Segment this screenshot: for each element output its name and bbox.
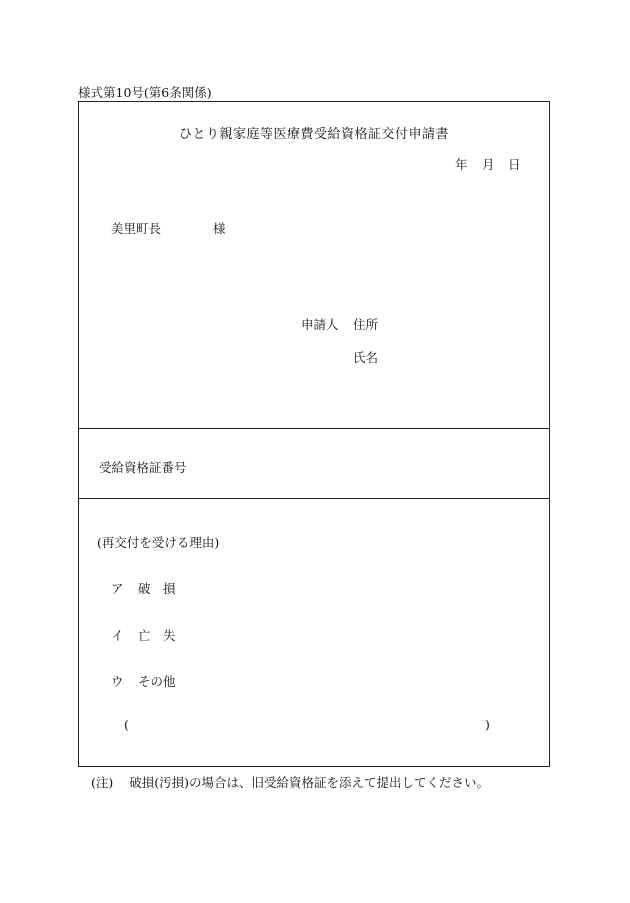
other-reason-close-paren: )	[485, 717, 490, 732]
reason-option-mark: イ	[111, 628, 124, 643]
footnote	[91, 773, 489, 791]
footnote-label: (注)	[91, 775, 114, 790]
reason-option-mark: ウ	[111, 674, 124, 689]
addressee-name: 美里町長	[111, 221, 162, 236]
form-number: 様式第10号(第6条関係)	[78, 85, 212, 100]
application-form-frame	[78, 101, 550, 767]
reason-option-label: 破 損	[138, 581, 176, 596]
reason-option-label: その他	[138, 674, 176, 689]
reason-option-mark: ア	[111, 581, 124, 596]
section-divider	[79, 428, 549, 429]
footnote-text: 破損(汚損)の場合は、旧受給資格証を添えて提出してください。	[129, 775, 490, 790]
date-day-label: 日	[508, 157, 521, 172]
form-title: ひとり親家庭等医療費受給資格証交付申請書	[178, 127, 449, 142]
section-divider	[79, 498, 549, 499]
applicant-address-label: 住所	[353, 317, 379, 332]
applicant-name-label: 氏名	[353, 350, 379, 365]
applicant-label: 申請人	[301, 317, 339, 332]
date-month-label: 月	[482, 157, 495, 172]
certificate-number-label: 受給資格証番号	[99, 460, 187, 475]
reissue-reason-heading: (再交付を受ける理由)	[97, 535, 220, 550]
other-reason-open-paren: (	[124, 717, 129, 732]
addressee-honorific: 様	[213, 221, 226, 236]
date-year-label: 年	[455, 157, 468, 172]
reason-option-label: 亡 失	[138, 628, 176, 643]
